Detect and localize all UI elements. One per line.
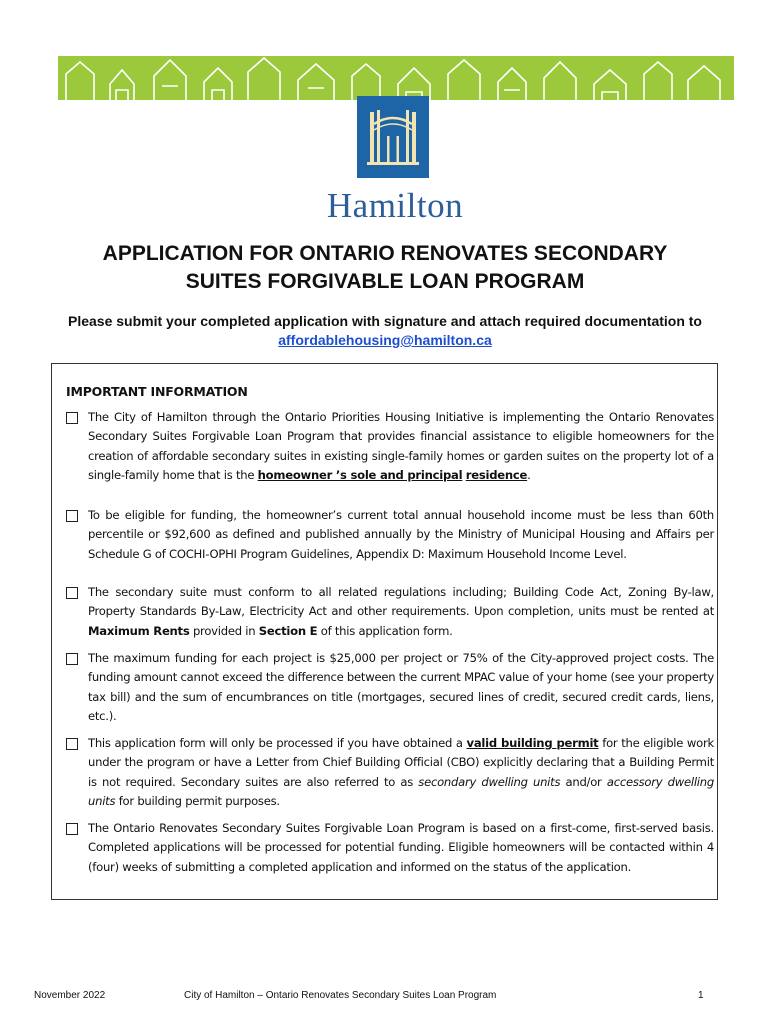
section-e-emphasis: Section E	[258, 623, 318, 638]
info-item-5-end: for building permit purposes.	[115, 793, 280, 808]
valid-building-permit-emphasis: valid building permit	[466, 736, 599, 750]
secondary-dwelling-units-term: secondary dwelling units	[418, 774, 561, 789]
info-item-2-checkbox[interactable]	[66, 510, 78, 522]
info-item-5-checkbox[interactable]	[66, 738, 78, 750]
info-item-2-text: To be eligible for funding, the homeowner’s current total annual household income must be less than 60th percentile or $92,600 as defined and published annually by the Ministry of Municipal Housing and Affairs per Schedule G of COCHI-OPHI Program Guidelines, Appendix D: Maximum Household Income Level.	[88, 508, 714, 561]
submission-text: Please submit your completed application with signature and attach required documentation to	[68, 313, 702, 329]
footer-date: November 2022	[34, 990, 106, 1001]
title-line-1: APPLICATION FOR ONTARIO RENOVATES SECONDARY	[102, 242, 668, 265]
info-item-3-part: The secondary suite must conform to all related regulations including; Building Code Act, Zoning By-law, Property Standards By-Law, Electricity Act and other requirements. Upon completion, units must be rented at	[88, 585, 714, 619]
title-line-2: SUITES FORGIVABLE LOAN PROGRAM	[185, 270, 585, 293]
footer-program-name: City of Hamilton – Ontario Renovates Secondary Suites Loan Program	[184, 990, 497, 1001]
email-link[interactable]: affordablehousing@hamilton.ca	[278, 332, 492, 348]
info-item-1-part: The City of Hamilton through the Ontario Priorities Housing Initiative is implementing the Ontario Renovates Secondary Suites Forgivable Loan Program that provides financial assistance to eligible homeowners for the creation of affordable secondary suites in existing single-family homes or garden suites on the property lot of a single-family home that is the	[88, 410, 714, 482]
info-item-5-part: This application form will only be processed if you have obtained a	[88, 736, 467, 750]
info-item-4-checkbox[interactable]	[66, 653, 78, 665]
info-item-3-part-2: provided in	[189, 623, 259, 638]
footer-page-number: 1	[698, 990, 704, 1001]
important-information-heading: IMPORTANT INFORMATION	[66, 384, 248, 399]
info-item-3-text	[88, 583, 714, 641]
hamilton-logo-icon	[357, 96, 429, 178]
page-title	[40, 240, 730, 296]
homeowner-residence-emphasis: homeowner ’s sole and principal	[257, 467, 463, 482]
info-item-5-part-2: for the eligible work under the program or have a Letter from Chief Building Official (CBO) explicitly declaring that a Building Permit is not required. Secondary suites are also referred to as	[88, 736, 714, 789]
info-item-6-text: The Ontario Renovates Secondary Suites Forgivable Loan Program is based on a first-come, first-served basis. Completed applications will be processed for potential funding. Eligible homeowners will be contacted within 4 (four) weeks of submitting a completed application and informed on the status of the application.	[88, 821, 714, 874]
info-item-3-end: of this application form.	[317, 623, 453, 638]
important-information-box	[51, 363, 718, 900]
info-item-5-text	[88, 734, 714, 811]
info-item-3-checkbox[interactable]	[66, 587, 78, 599]
accessory-dwelling-units-term: accessory dwelling units	[88, 774, 714, 808]
info-item-5-part-3: and/or	[560, 774, 607, 789]
residence-emphasis: residence	[465, 467, 528, 482]
hamilton-logo-text: Hamilton	[326, 186, 464, 225]
info-item-1-checkbox[interactable]	[66, 412, 78, 424]
info-item-6-checkbox[interactable]	[66, 823, 78, 835]
info-item-1-text	[88, 408, 714, 485]
info-item-1-end: .	[527, 467, 531, 482]
info-item-4-text: The maximum funding for each project is $25,000 per project or 75% of the City-approved project costs. The funding amount cannot exceed the difference between the current MPAC value of your home (see your property tax bill) and the sum of encumbrances on title (mortgages, secured lines of credit, secured credit cards, liens, etc.).	[88, 651, 714, 723]
house-pattern-banner	[58, 56, 734, 100]
maximum-rents-emphasis: Maximum Rents	[88, 623, 190, 638]
submission-instructions	[20, 312, 750, 350]
